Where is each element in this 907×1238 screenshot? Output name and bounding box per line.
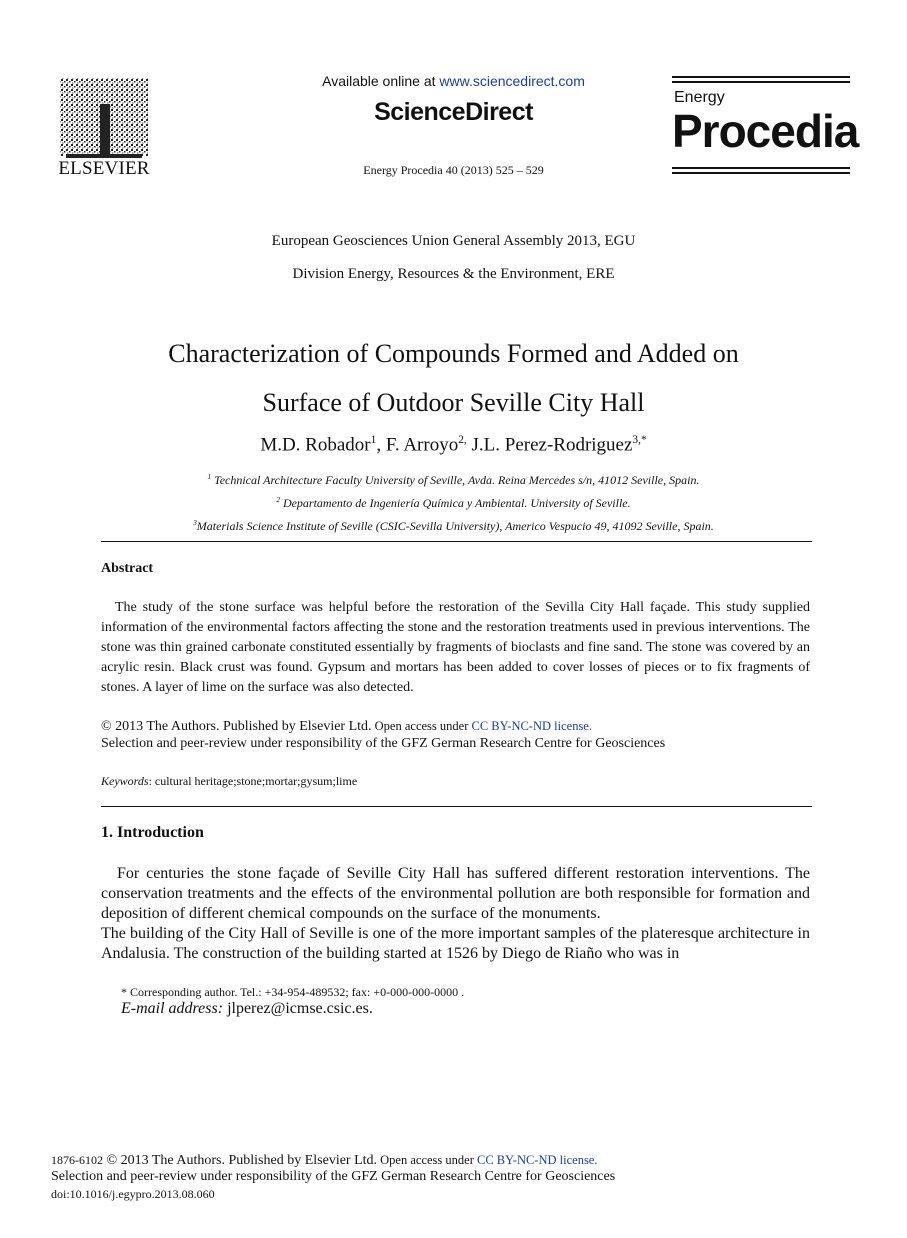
abstract-heading: Abstract	[101, 561, 154, 576]
footer-doi: doi:10.1016/j.egypro.2013.08.060	[51, 1187, 215, 1201]
sciencedirect-logo: ScienceDirect	[374, 98, 533, 126]
corresponding-author-note: * Corresponding author. Tel.: +34-954-489532; fax: +0-000-000-0000 .	[121, 985, 465, 999]
author-arroyo: , F. Arroyo	[376, 434, 459, 456]
peer-review-line: Selection and peer-review under responsibility of the GFZ German Research Centre for Geosciences	[101, 736, 666, 751]
keywords-line: Keywords: cultural heritage;stone;mortar;gysum;lime	[101, 774, 358, 788]
paper-title-line-1: Characterization of Compounds Formed and Added on	[168, 339, 739, 368]
author-robador: M.D. Robador	[260, 434, 371, 456]
journal-big-title: Procedia	[672, 105, 859, 157]
copyright-line: © 2013 The Authors. Published by Elsevier Ltd. Open access under CC BY-NC-ND license.	[101, 719, 592, 734]
paper-title-line-2: Surface of Outdoor Seville City Hall	[262, 388, 645, 417]
journal-small-title: Energy	[674, 89, 725, 106]
sciencedirect-link[interactable]: www.sciencedirect.com	[439, 73, 585, 89]
intro-heading: 1. Introduction	[101, 824, 204, 841]
intro-paragraph-2: The building of the City Hall of Seville is one of the more important samples of the plateresque architecture in Andalusia. The construction of the building started at 1526 by Diego de Riaño who was in	[101, 925, 810, 962]
affiliation-2: $^2$ Departamento de Ingeniería Química y Ambiental. University of Seville.	[276, 496, 631, 510]
license-link[interactable]: CC BY-NC-ND license.	[471, 719, 592, 733]
publisher-name: ELSEVIER	[58, 158, 150, 179]
conference-line-2: Division Energy, Resources & the Environment, ERE	[292, 266, 615, 282]
email-line: E-mail address: jlperez@icmse.csic.es.	[121, 1000, 373, 1017]
available-online-line: Available online at www.sciencedirect.com	[322, 73, 585, 89]
affiliation-1: $^1$ Technical Architecture Faculty University of Seville, Avda. Reina Mercedes s/n, 41012 Seville, Spain.	[207, 473, 700, 487]
intro-paragraph-1: For centuries the stone façade of Seville City Hall has suffered different restoration interventions. The conservation treatments and the effects of the environmental pollution are both responsible for formation and deposition of different chemical compounds on the surface of the monuments.	[101, 865, 810, 922]
journal-reference: Energy Procedia 40 (2013) 525 – 529	[363, 163, 544, 177]
email-address[interactable]: jlperez@icmse.csic.es.	[223, 1000, 373, 1017]
author-perez-rodriguez: J.L. Perez-Rodriguez	[466, 434, 633, 456]
divider-bottom	[101, 806, 812, 807]
divider-top	[101, 541, 812, 542]
affiliation-3: $^3$Materials Science Institute of Seville (CSIC-Sevilla University), Americo Vespucio 49, 41092 Seville, Spain.	[193, 519, 714, 533]
conference-line-1: European Geosciences Union General Assembly 2013, EGU	[271, 233, 636, 249]
footer-license-link[interactable]: CC BY-NC-ND license.	[477, 1153, 598, 1167]
footer-copyright: 1876-6102 © 2013 The Authors. Published by Elsevier Ltd. Open access under CC BY-NC-ND license.	[51, 1153, 598, 1168]
abstract-body: The study of the stone surface was helpful before the restoration of the Sevilla City Hall façade. This study supplied information of the environmental factors affecting the stone and the restoration treatments used in previous interventions. The stone was thin grained carbonate constituted essentially by fragments of bioclasts and fine sand. The stone was covered by an acrylic resin. Black crust was found. Gypsum and mortars has been added to cover losses of pieces or to fix fragments of stones. A layer of lime on the surface was also detected.	[101, 600, 810, 695]
footer-peer-review: Selection and peer-review under responsibility of the GFZ German Research Centre for Geosciences	[51, 1169, 616, 1184]
journal-logo	[672, 76, 859, 176]
author-list: M.D. Robador$^1$, F. Arroyo$^{2,}$ J.L. Perez-Rodriguez$^{3,*}$	[260, 434, 647, 456]
